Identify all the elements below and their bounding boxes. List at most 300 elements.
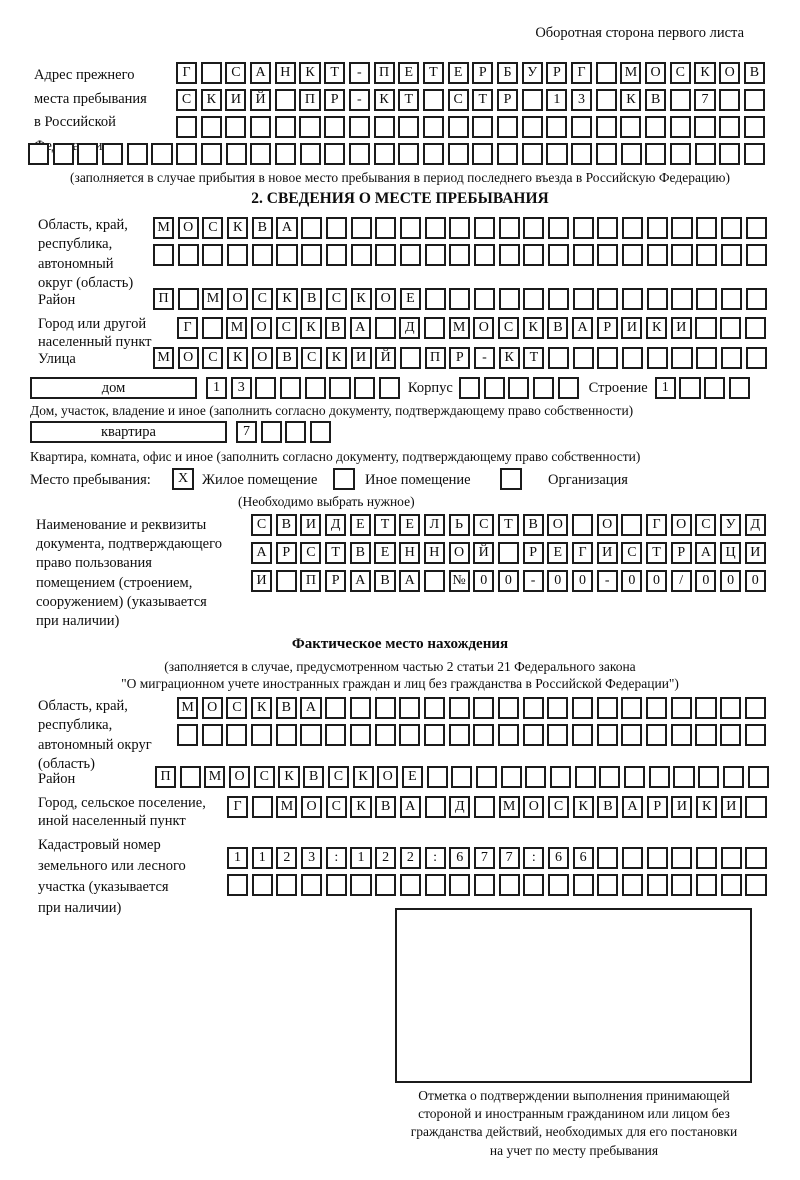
char-cell: Д [399,317,420,339]
char-cell: В [276,514,297,536]
char-cell: А [400,796,421,818]
char-cell: 0 [473,570,494,592]
char-cell [571,143,592,165]
char-cell: Д [325,514,346,536]
char-cell: Р [449,347,470,369]
char-cell: Р [325,570,346,592]
char-cell [670,143,691,165]
char-cell [325,697,346,719]
char-cell [745,317,766,339]
char-cell: В [350,542,371,564]
char-cell [375,244,396,266]
char-cell: П [374,62,395,84]
char-cell: Р [597,317,618,339]
char-cell [226,143,247,165]
actual-location-subtitle-2: "О миграционном учете иностранных граждан и лиц без гражданства в Российской Федерации") [121,676,679,691]
char-cell [28,143,49,165]
char-cell: А [300,697,321,719]
char-cell [324,116,345,138]
char-cell [424,570,445,592]
char-cell [671,724,692,746]
char-cell: М [449,317,470,339]
char-cell: П [425,347,446,369]
char-cell: О [301,796,322,818]
char-cell: К [227,217,248,239]
char-cell [745,796,766,818]
char-cell [499,217,520,239]
char-cell: М [226,317,247,339]
char-cell [548,347,569,369]
char-cell [499,288,520,310]
prev-address-footnote: (заполняется в случае прибытия в новое место пребывания в период последнего въезда в Российскую Федерацию) [69,170,731,185]
char-cell [696,244,717,266]
char-cell [202,317,223,339]
char-cell: И [225,89,246,111]
char-cell: Г [572,542,593,564]
char-cell [201,143,222,165]
char-cell [276,724,297,746]
char-cell [474,874,495,896]
char-cell [622,347,643,369]
actual-location-subtitle-1: (заполняется в случае, предусмотренном частью 2 статьи 21 Федерального закона [164,659,636,674]
char-cell [474,288,495,310]
char-cell: А [695,542,716,564]
char-cell [744,89,765,111]
char-cell [375,217,396,239]
char-cell [374,143,395,165]
char-cell [252,874,273,896]
char-cell [558,377,579,399]
char-cell [696,347,717,369]
char-cell: Т [646,542,667,564]
page-side-note: Оборотная сторона первого листа [535,25,744,41]
char-cell [425,217,446,239]
char-cell [695,697,716,719]
house-note: Дом, участок, владение и иное (заполнить согласно документу, подтверждающему право собственности) [30,403,634,418]
char-cell [398,116,419,138]
actual-city-row [227,796,767,818]
char-cell: 2 [400,847,421,869]
stay-type-option-organization: Организация [548,472,628,488]
char-cell: С [695,514,716,536]
char-cell: С [498,317,519,339]
char-cell: Й [250,89,271,111]
char-cell [721,347,742,369]
char-cell: И [621,317,642,339]
char-cell [597,347,618,369]
char-cell: Р [324,89,345,111]
char-cell [473,697,494,719]
char-cell [300,143,321,165]
char-cell: К [351,288,372,310]
char-cell: В [547,317,568,339]
char-cell [695,724,716,746]
char-cell [449,217,470,239]
apartment-note: Квартира, комната, офис и иное (заполнить согласно документу, подтверждающему право собственности) [30,449,641,464]
char-cell: В [276,347,297,369]
prev-address-row-1 [176,62,765,84]
street-row [153,347,767,369]
document-label: Наименование и реквизиты документа, подтверждающего право пользования помещением (строением, сооружением) (указывается при наличии) [36,517,222,630]
city-row [177,317,766,339]
city-label: Город или другой населенный пункт [38,316,152,350]
char-cell: С [300,542,321,564]
char-cell [522,143,543,165]
char-cell: Т [324,62,345,84]
char-cell: 0 [646,570,667,592]
char-cell [670,89,691,111]
char-cell: С [326,288,347,310]
char-cell [449,724,470,746]
char-cell: В [303,766,324,788]
char-cell [476,766,497,788]
char-cell [721,244,742,266]
char-cell [425,874,446,896]
char-cell: 6 [548,847,569,869]
char-cell [374,116,395,138]
char-cell [696,874,717,896]
char-cell: - [597,570,618,592]
char-cell: С [254,766,275,788]
char-cell: - [474,347,495,369]
char-cell [399,697,420,719]
char-cell: Т [398,89,419,111]
char-cell: С [473,514,494,536]
char-cell: № [449,570,470,592]
char-cell [695,317,716,339]
char-cell: С [251,514,272,536]
char-cell [305,377,326,399]
char-cell: А [250,62,271,84]
char-cell: М [276,796,297,818]
char-cell [448,116,469,138]
stay-type-checkbox-other-premise [333,468,355,490]
char-cell: А [276,217,297,239]
char-cell: С [621,542,642,564]
char-cell [350,874,371,896]
char-cell: И [351,347,372,369]
char-cell: М [153,347,174,369]
char-cell [180,766,201,788]
char-cell: Р [546,62,567,84]
char-cell [729,377,750,399]
char-cell: О [202,697,223,719]
char-cell [202,244,223,266]
char-cell [525,766,546,788]
char-cell: А [572,317,593,339]
char-cell: Л [424,514,445,536]
char-cell [276,874,297,896]
char-cell: Т [423,62,444,84]
char-cell [400,217,421,239]
char-cell [621,143,642,165]
house-box: дом [30,377,197,399]
actual-region-row-1 [177,697,766,719]
char-cell [102,143,123,165]
char-cell [400,244,421,266]
char-cell [721,217,742,239]
char-cell [622,217,643,239]
char-cell: 1 [252,847,273,869]
char-cell: Г [227,796,248,818]
char-cell: О [178,347,199,369]
stay-type-note: (Необходимо выбрать нужное) [238,494,415,509]
char-cell: А [350,570,371,592]
char-cell: Р [276,542,297,564]
char-cell: П [153,288,174,310]
char-cell [77,143,98,165]
char-cell [449,244,470,266]
char-cell: 2 [276,847,297,869]
char-cell: Д [449,796,470,818]
char-cell [375,874,396,896]
char-cell [226,724,247,746]
char-cell: О [547,514,568,536]
char-cell [622,244,643,266]
char-cell [596,116,617,138]
char-cell: М [202,288,223,310]
char-cell [647,874,668,896]
char-cell: 1 [655,377,676,399]
char-cell: 1 [546,89,567,111]
char-cell [472,143,493,165]
section2-title: 2. СВЕДЕНИЯ О МЕСТЕ ПРЕБЫВАНИЯ [251,190,549,207]
char-cell: М [499,796,520,818]
char-cell: А [350,317,371,339]
char-cell: 7 [236,421,257,443]
char-cell: К [326,347,347,369]
char-cell: Т [325,542,346,564]
char-cell: 0 [621,570,642,592]
char-cell: К [276,288,297,310]
char-cell: И [721,796,742,818]
char-cell [704,377,725,399]
char-cell: С [226,697,247,719]
char-cell [719,143,740,165]
char-cell [597,847,618,869]
char-cell: 7 [474,847,495,869]
char-cell: С [276,317,297,339]
char-cell [425,244,446,266]
char-cell: 7 [694,89,715,111]
street-label: Улица [38,351,76,367]
char-cell [398,143,419,165]
apartment-box: квартира [30,421,227,443]
char-cell [400,347,421,369]
char-cell [474,244,495,266]
char-cell: В [252,217,273,239]
char-cell [324,143,345,165]
char-cell [176,116,197,138]
char-cell [720,724,741,746]
char-cell [671,847,692,869]
char-cell [596,143,617,165]
char-cell [375,317,396,339]
prev-address-label: Адрес прежнего места пребывания в Российской [34,67,147,130]
char-cell [671,244,692,266]
char-cell: : [425,847,446,869]
char-cell [597,244,618,266]
char-cell [280,377,301,399]
char-cell [746,244,767,266]
char-cell [696,288,717,310]
char-cell: Е [448,62,469,84]
char-cell [400,874,421,896]
char-cell [647,244,668,266]
char-cell: 0 [547,570,568,592]
char-cell: О [375,288,396,310]
char-cell: Ь [449,514,470,536]
char-cell [300,724,321,746]
char-cell [622,874,643,896]
char-cell: К [696,796,717,818]
region-row-2 [153,244,767,266]
char-cell [721,288,742,310]
char-cell: 0 [695,570,716,592]
char-cell [547,724,568,746]
house-row [30,377,750,399]
char-cell: Г [177,317,198,339]
region-label: Область, край, республика, автономный округ (область) [38,217,134,291]
char-cell: Д [745,514,766,536]
char-cell [472,116,493,138]
document-row-2 [251,542,766,564]
char-cell: М [153,217,174,239]
char-cell: К [227,347,248,369]
char-cell [746,347,767,369]
char-cell [497,143,518,165]
char-cell [523,874,544,896]
char-cell [350,697,371,719]
char-cell: В [374,570,395,592]
char-cell [597,288,618,310]
char-cell [176,143,197,165]
char-cell: 7 [499,847,520,869]
char-cell [276,570,297,592]
char-cell [499,244,520,266]
char-cell: Р [497,89,518,111]
char-cell [202,724,223,746]
char-cell [178,288,199,310]
char-cell: П [299,89,320,111]
char-cell [546,116,567,138]
actual-district-label: Район [38,771,76,787]
char-cell: : [326,847,347,869]
char-cell [572,697,593,719]
document-row-3 [251,570,766,592]
char-cell [572,514,593,536]
stay-type-checkbox-residential: X [172,468,194,490]
char-cell [423,89,444,111]
char-cell: Й [473,542,494,564]
char-cell [451,766,472,788]
char-cell: И [671,796,692,818]
char-cell [501,766,522,788]
actual-region-row-2 [177,724,766,746]
char-cell: С [548,796,569,818]
char-cell [573,347,594,369]
char-cell [720,317,741,339]
char-cell: Е [399,514,420,536]
char-cell [301,874,322,896]
char-cell [546,143,567,165]
char-cell: О [523,796,544,818]
char-cell: М [177,697,198,719]
char-cell: О [252,347,273,369]
char-cell [301,217,322,239]
char-cell [349,116,370,138]
char-cell [596,62,617,84]
char-cell: К [523,317,544,339]
char-cell [329,377,350,399]
char-cell: 6 [449,847,470,869]
char-cell: Р [647,796,668,818]
stay-type-option-residential: Жилое помещение [202,472,318,488]
char-cell [671,347,692,369]
char-cell [573,874,594,896]
char-cell [151,143,172,165]
char-cell [597,697,618,719]
char-cell: С [225,62,246,84]
char-cell [523,697,544,719]
char-cell: 2 [375,847,396,869]
char-cell [745,724,766,746]
char-cell: Г [646,514,667,536]
char-cell [449,874,470,896]
actual-region-label: Область, край, республика, автономный округ (область) [38,698,152,772]
char-cell [719,89,740,111]
char-cell: В [597,796,618,818]
char-cell [572,724,593,746]
char-cell [354,377,375,399]
char-cell [721,847,742,869]
char-cell: Е [400,288,421,310]
char-cell: А [399,570,420,592]
char-cell [746,288,767,310]
char-cell [621,697,642,719]
char-cell [53,143,74,165]
char-cell: Т [523,347,544,369]
char-cell [548,217,569,239]
char-cell [723,766,744,788]
char-cell: Т [498,514,519,536]
char-cell [449,288,470,310]
char-cell: Б [497,62,518,84]
char-cell: Е [398,62,419,84]
char-cell: В [301,288,322,310]
apartment-row [30,421,331,443]
char-cell [325,724,346,746]
char-cell [523,724,544,746]
char-cell [201,116,222,138]
char-cell [673,766,694,788]
char-cell: О [645,62,666,84]
char-cell: П [300,570,321,592]
char-cell: У [522,62,543,84]
char-cell [645,143,666,165]
char-cell: / [671,570,692,592]
char-cell [670,116,691,138]
char-cell [573,244,594,266]
char-cell: : [523,847,544,869]
char-cell [310,421,331,443]
char-cell [550,766,571,788]
char-cell: О [449,542,470,564]
stay-type-label: Место пребывания: [30,472,151,488]
char-cell: А [251,542,272,564]
char-cell [720,697,741,719]
char-cell: М [204,766,225,788]
